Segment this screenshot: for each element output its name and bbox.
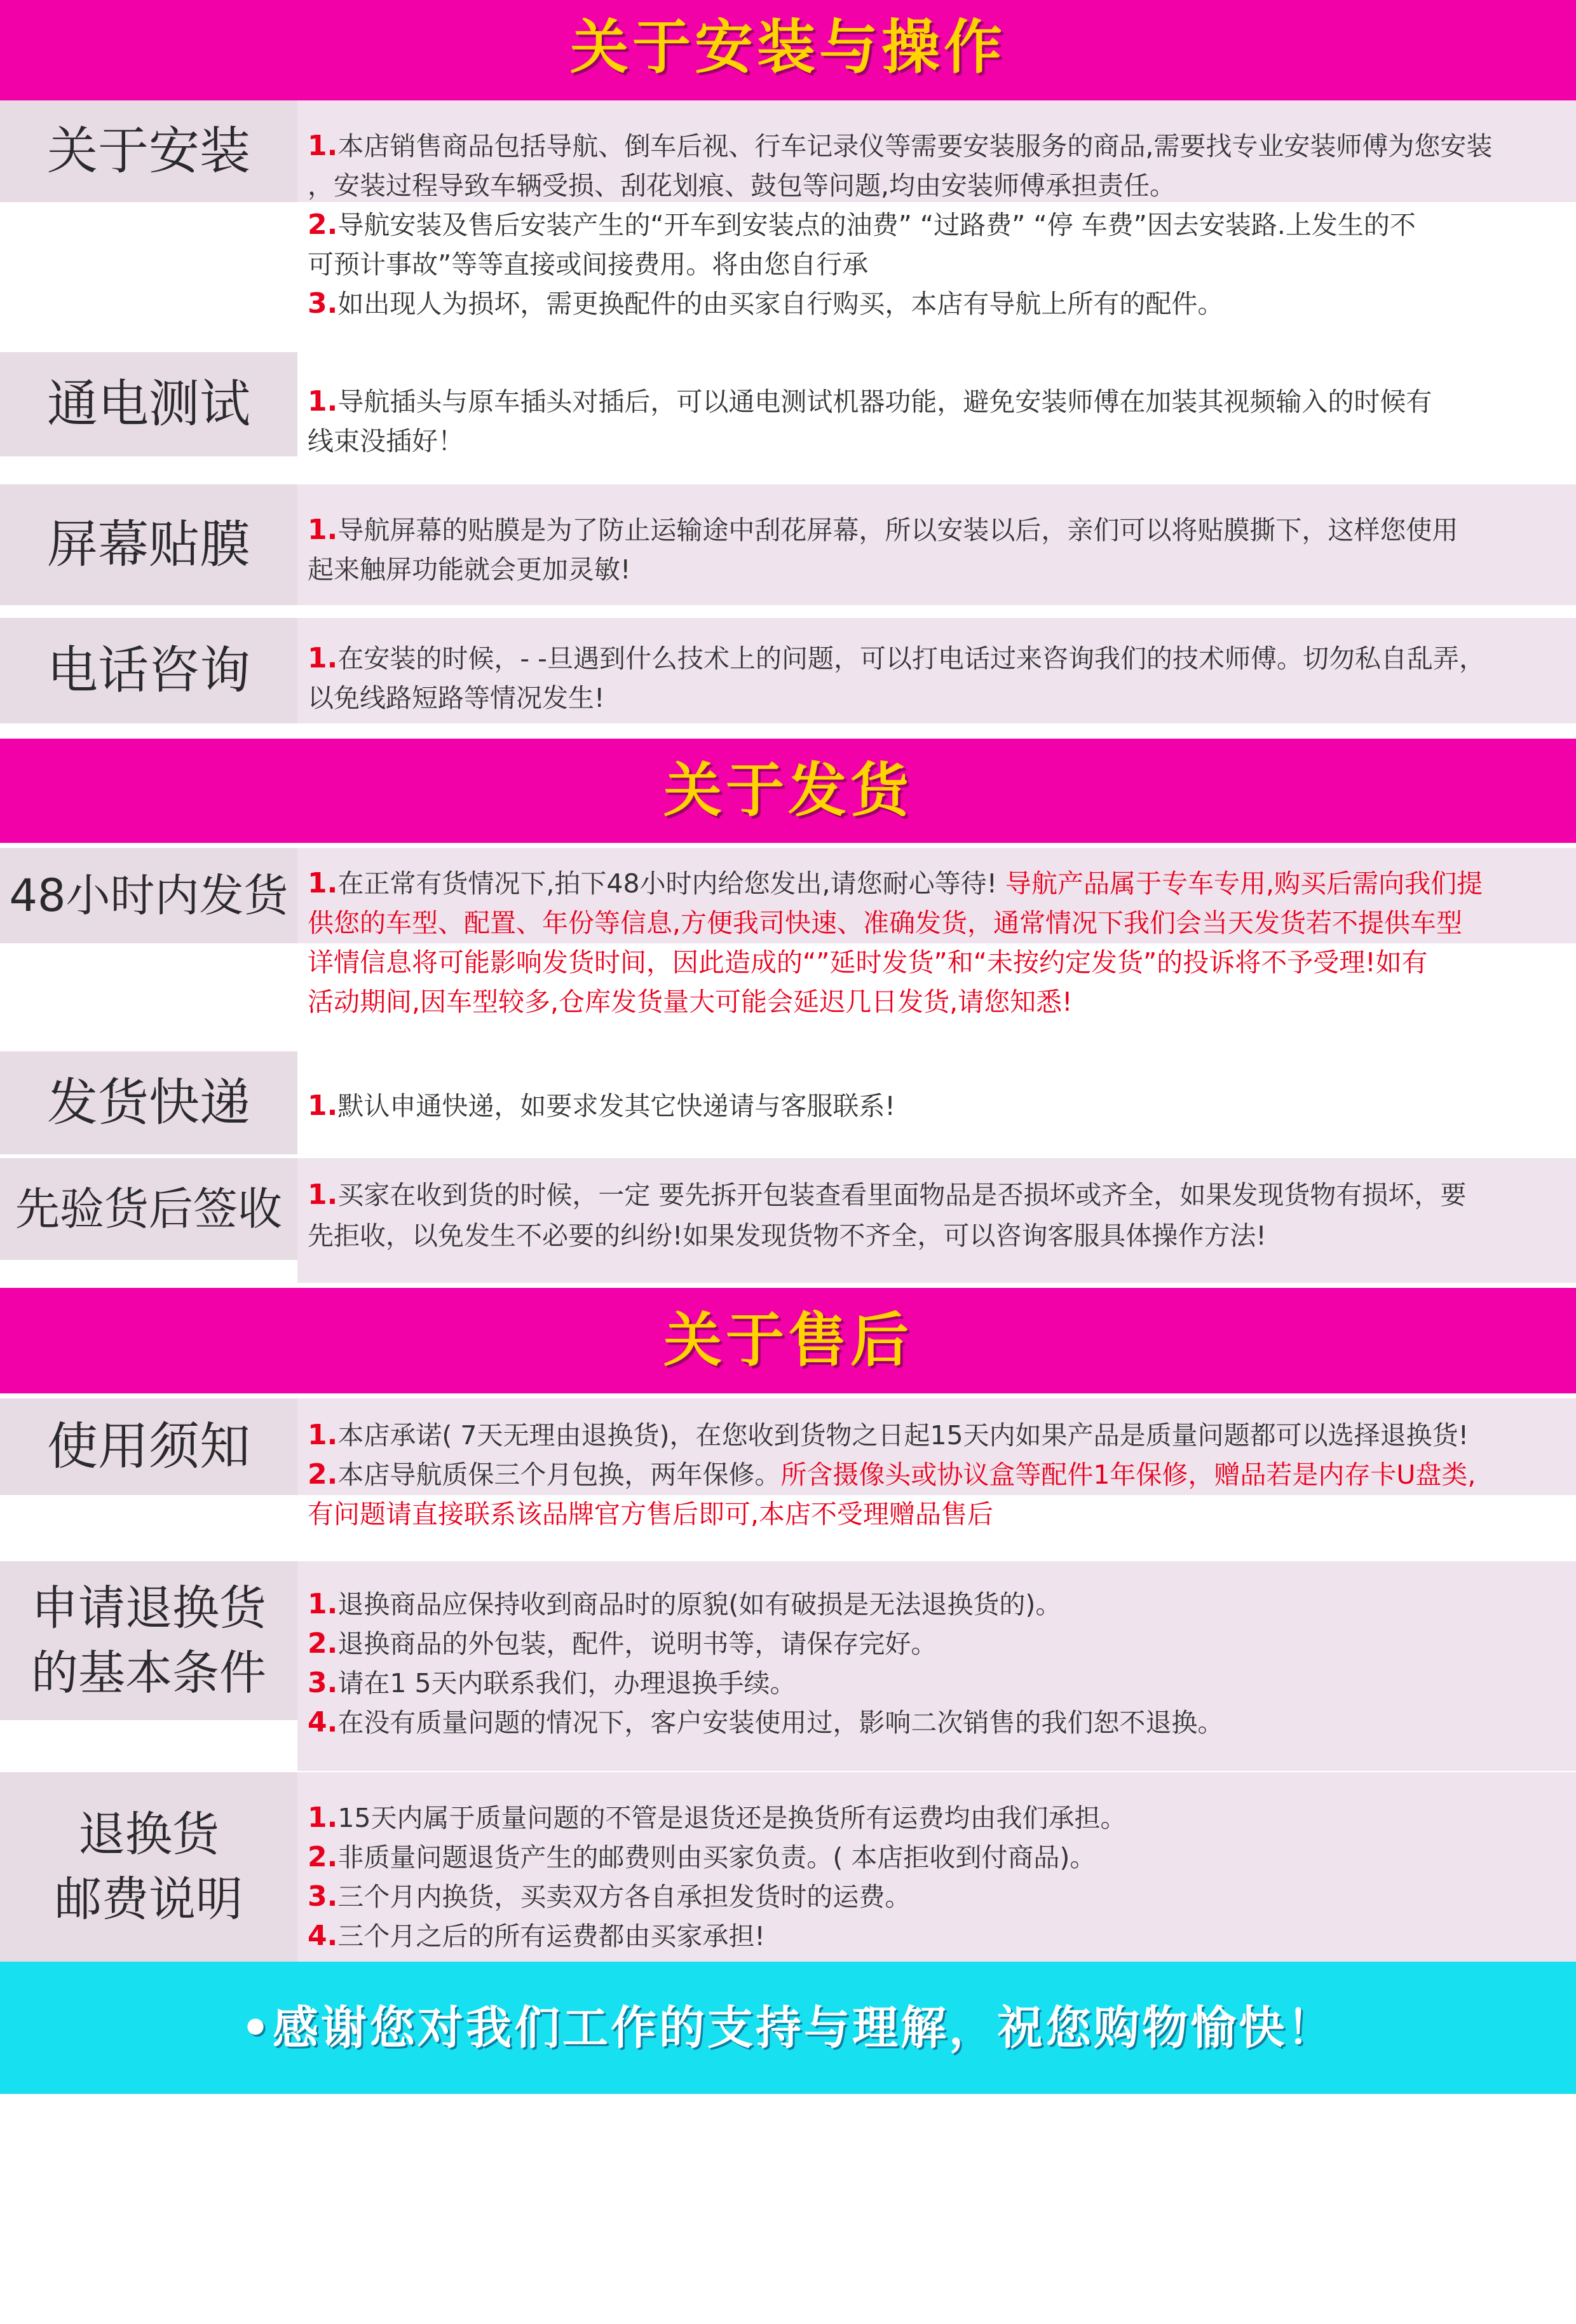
line: 起来触屏功能就会更加灵敏! (308, 554, 631, 585)
row-postage (0, 1772, 1576, 1962)
row-content (297, 1051, 1576, 1154)
row-phone (0, 618, 1576, 723)
section-banner-install (0, 0, 1576, 100)
line: 3.请在1 5天内联系我们，办理退换手续。 (308, 1667, 796, 1699)
row-label: 发货快递 (0, 1051, 297, 1154)
section-title: 关于售后 (663, 1306, 913, 1374)
row-content (297, 100, 1576, 348)
line: 1.本店销售商品包括导航、倒车后视、行车记录仪等需要安装服务的商品,需要找专业安装师傅为您安装 (308, 130, 1493, 162)
line: 1.退换商品应保持收到商品时的原貌(如有破损是无法退换货的)。 (308, 1588, 1062, 1620)
row-label-filler (0, 943, 297, 1046)
section-banner-aftersale (0, 1288, 1576, 1393)
row-label-filler (0, 202, 297, 348)
line: 1.买家在收到货的时候，一定 要先拆开包装查看里面物品是否损坏或齐全，如果发现货物有损坏，要 (308, 1179, 1467, 1211)
line: 先拒收，以免发生不必要的纠纷!如果发现货物不齐全，可以咨询客服具体操作方法! (308, 1220, 1267, 1251)
line: 1.导航屏幕的贴膜是为了防止运输途中刮花屏幕，所以安装以后，亲们可以将贴膜撕下，这样您使用 (308, 514, 1458, 546)
row-content (297, 1772, 1576, 1962)
row-content (297, 1158, 1576, 1283)
row-content (297, 1398, 1576, 1540)
line: 1.在正常有货情况下,拍下48小时内给您发出,请您耐心等待! 导航产品属于专车专用,购买后需向我们提 (308, 867, 1483, 899)
row-power-test (0, 352, 1576, 456)
row-label: 48小时内发货 (0, 848, 297, 943)
line: 活动期间,因车型较多,仓库发货量大可能会延迟几日发货,请您知悉! (308, 987, 1073, 1017)
line: 1.本店承诺( 7天无理由退换货)，在您收到货物之日起15天内如果产品是质量问题都可以选择退换货! (308, 1419, 1469, 1451)
row-label: 申请退换货 的基本条件 (0, 1561, 297, 1720)
row-inspect (0, 1158, 1576, 1283)
line: 供您的车型、配置、年份等信息,方便我司快速、准确发货，通常情况下我们会当天发货若不提供车型 (308, 908, 1463, 938)
line: 2.本店导航质保三个月包换，两年保修。所含摄像头或协议盒等配件1年保修，赠品若是内存卡U盘类, (308, 1458, 1476, 1491)
line: 2.导航安装及售后安装产生的“开车到安装点的油费” “过路费” “停 车费”因去安装路.上发生的不 (308, 208, 1416, 241)
row-notice (0, 1398, 1576, 1540)
line: 1.15天内属于质量问题的不管是退货还是换货所有运费均由我们承担。 (308, 1801, 1127, 1834)
footer-text: •感谢您对我们工作的支持与理解，祝您购物愉快！ (240, 2001, 1336, 2054)
line: 3.如出现人为损坏，需更换配件的由买家自行购买，本店有导航上所有的配件。 (308, 287, 1224, 320)
row-label: 通电测试 (0, 352, 297, 456)
row-content (297, 1561, 1576, 1771)
row-express (0, 1051, 1576, 1154)
row-label: 退换货 邮费说明 (0, 1772, 297, 1962)
line: 1.导航插头与原车插头对插后，可以通电测试机器功能，避免安装师傅在加装其视频输入的时候有 (308, 385, 1432, 418)
section-banner-shipping (0, 739, 1576, 843)
line: 可预计事故”等等直接或间接费用。将由您自行承 (308, 249, 869, 280)
row-content (297, 848, 1576, 1046)
line: 线束没插好！ (308, 426, 464, 456)
line: ，安装过程导致车辆受损、刮花划痕、鼓包等问题,均由安装师傅承担责任。 (308, 170, 1176, 201)
row-label: 先验货后签收 (0, 1158, 297, 1260)
line: 有问题请直接联系该品牌官方售后即可,本店不受理赠品售后 (308, 1499, 994, 1529)
row-install (0, 100, 1576, 348)
line: 以免线路短路等情况发生! (308, 683, 605, 713)
row-content (297, 484, 1576, 605)
row-label: 使用须知 (0, 1398, 297, 1495)
line: 4.三个月之后的所有运费都由买家承担! (308, 1920, 765, 1952)
row-label-filler (0, 1260, 297, 1283)
line: 1.在安装的时候，- -旦遇到什么技术上的问题，可以打电话过来咨询我们的技术师傅。切勿私自乱弄， (308, 642, 1485, 674)
row-label-filler (0, 1495, 297, 1540)
row-return-conditions (0, 1561, 1576, 1739)
section-title: 关于安装与操作 (569, 13, 1006, 81)
row-content (297, 352, 1576, 456)
thank-you-footer (0, 1962, 1576, 2094)
line: 1.默认申通快递，如要求发其它快递请与客服联系! (308, 1090, 895, 1122)
line: 详情信息将可能影响发货时间，因此造成的“”延时发货”和“未按约定发货”的投诉将不予受理!如有 (308, 947, 1428, 978)
row-ship48 (0, 848, 1576, 1046)
line: 2.退换商品的外包装，配件，说明书等，请保存完好。 (308, 1627, 937, 1660)
line: 2.非质量问题退货产生的邮费则由买家负责。( 本店拒收到付商品)。 (308, 1841, 1096, 1873)
row-screen-film (0, 484, 1576, 605)
row-content (297, 618, 1576, 723)
row-label: 屏幕贴膜 (0, 484, 297, 605)
row-label: 关于安装 (0, 100, 297, 202)
line: 4.在没有质量问题的情况下，客户安装使用过，影响二次销售的我们恕不退换。 (308, 1706, 1224, 1739)
row-label: 电话咨询 (0, 618, 297, 723)
section-title: 关于发货 (663, 756, 913, 824)
line: 3.三个月内换货，买卖双方各自承担发货时的运费。 (308, 1880, 911, 1913)
